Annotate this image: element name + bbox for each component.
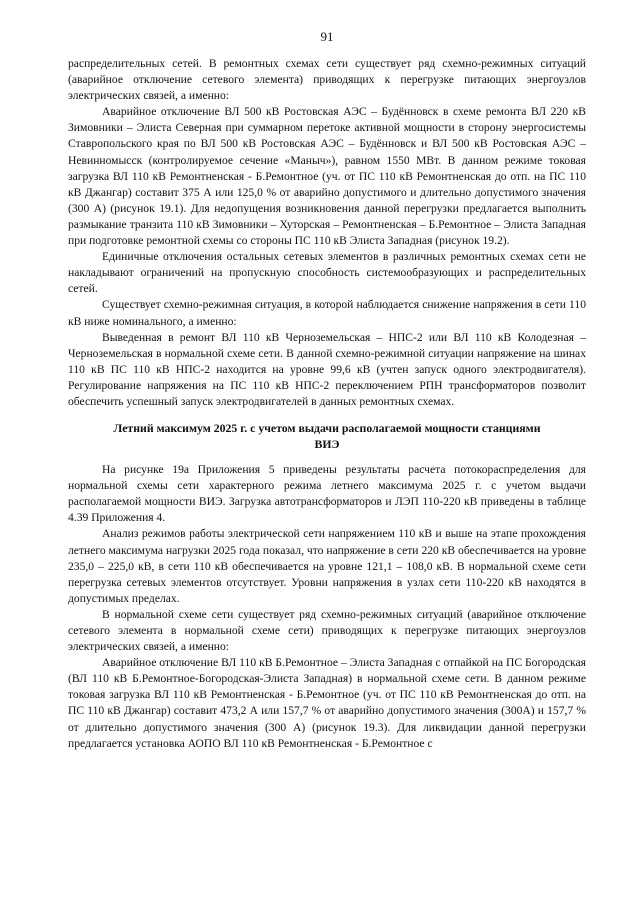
paragraph-summer-analysis: Анализ режимов работы электрической сети напряжением 110 кВ и выше на этапе прохождения летнего максимума нагрузки 2025 года показал, что напряжение в сети 220 кВ обеспечивается на уровне 235,0 – 225,0 кВ, в сети 110 кВ обеспечивается на уровне 121,1 – 108,0 кВ. В нормальной схеме сети перегрузка сетевых элементов отсутствует. Уровни напряжения в узлах сети 110-220 кВ находятся в допустимых пределах. bbox=[68, 527, 586, 605]
paragraph-remontnoe-outage: Аварийное отключение ВЛ 110 кВ Б.Ремонтное – Элиста Западная с отпайкой на ПС Богородская (ВЛ 110 кВ Б.Ремонтное-Богородская-Элиста Западная) в нормальной схеме сети. В данном режиме токовая загрузка ВЛ 110 кВ Ремонтненская - Б.Ремонтное (уч. от ПС 110 кВ Ремонтненская до отп. на ПС 110 кВ Джангар) составит 473,2 А или 157,7 % от аварийно допустимого значения (300А) и 157,7 % от длительно допустимого значения (300 А) (рисунок 19.3). Для ликвидации данной перегрузки предлагается установка АОПО ВЛ 110 кВ Ремонтненская - Б.Ремонтное с bbox=[68, 656, 586, 750]
paragraph-rostov-outage: Аварийное отключение ВЛ 500 кВ Ростовская АЭС – Будённовск в схеме ремонта ВЛ 220 кВ Зимовники – Элиста Северная при суммарном перетоке активной мощности в сторону энергосистемы Ставропольского края по ВЛ 500 кВ Ростовская АЭС – Будённовск и ВЛ 500 кВ Ростовская АЭС – Невинномысск (контролируемое сечение «Маныч»), равном 1550 МВт. В данном режиме токовая загрузка ВЛ 110 кВ Ремонтненская - Б.Ремонтное (уч. от ПС 110 кВ Ремонтненская до отп. на ПС 110 кВ Джангар) составит 375 А или 125,0 % от аварийно допустимого и длительно допустимого значения (300 А) (рисунок 19.1). Для недопущения возникновения данной перегрузки предлагается выполнить размыкание транзита 110 кВ Зимовники – Хуторская – Ремонтненская – Б.Ремонтное – Элиста Западная при подготовке ремонтной схемы со стороны ПС 110 кВ Элиста Западная (рисунок 19.2). bbox=[68, 105, 586, 248]
document-page bbox=[68, 28, 586, 898]
spacer bbox=[68, 410, 586, 416]
paragraph-normal-scheme: В нормальной схеме сети существует ряд схемно-режимных ситуаций (аварийное отключение сетевого элемента в нормальной схеме сети) приводящих к перегрузке питающих энергоузлов электрических связей, а именно: bbox=[68, 607, 586, 654]
paragraph-single-outages: Единичные отключения остальных сетевых элементов в различных ремонтных схемах сети не накладывают ограничений на пропускную способность системообразующих и распределительных сетей. bbox=[68, 250, 586, 296]
paragraph-voltage-drop: Существует схемно-режимная ситуация, в которой наблюдается снижение напряжения в сети 110 кВ ниже номинального, а именно: bbox=[68, 298, 586, 328]
page-number: 91 bbox=[320, 29, 334, 44]
section-heading: Летний максимум 2025 г. с учетом выдачи располагаемой мощности станциями ВИЭ bbox=[113, 421, 541, 452]
paragraph-continuation: распределительных сетей. В ремонтных схемах сети существует ряд схемно-режимных ситуаций (аварийное отключение сетевого элемента) приводящих к перегрузке питающих энергоузлов электрических связей, а именно: bbox=[68, 57, 586, 103]
paragraph-nps2-repair: Выведенная в ремонт ВЛ 110 кВ Черноземельская – НПС-2 или ВЛ 110 кВ Колодезная – Черноземельская в нормальной схеме сети. В данной схемно-режимной ситуации напряжение на шинах 110 кВ ПС 110 кВ НПС-2 находится на уровне 99,6 кВ (учтен запуск одного электродвигателя). Регулирование напряжения на ПС 110 кВ НПС-2 переключением РПН трансформаторов позволит обеспечить успешный запуск электродвигателей в данных ремонтных схемах. bbox=[68, 330, 586, 408]
paragraph-figure-19a: На рисунке 19а Приложения 5 приведены результаты расчета потокораспределения для нормальной схемы сети характерного режима летнего максимума 2025 г. с учетом выдачи располагаемой мощности ВИЭ. Загрузка автотрансформаторов и ЛЭП 110-220 кВ приведены в таблице 4.39 Приложения 4. bbox=[68, 463, 586, 525]
